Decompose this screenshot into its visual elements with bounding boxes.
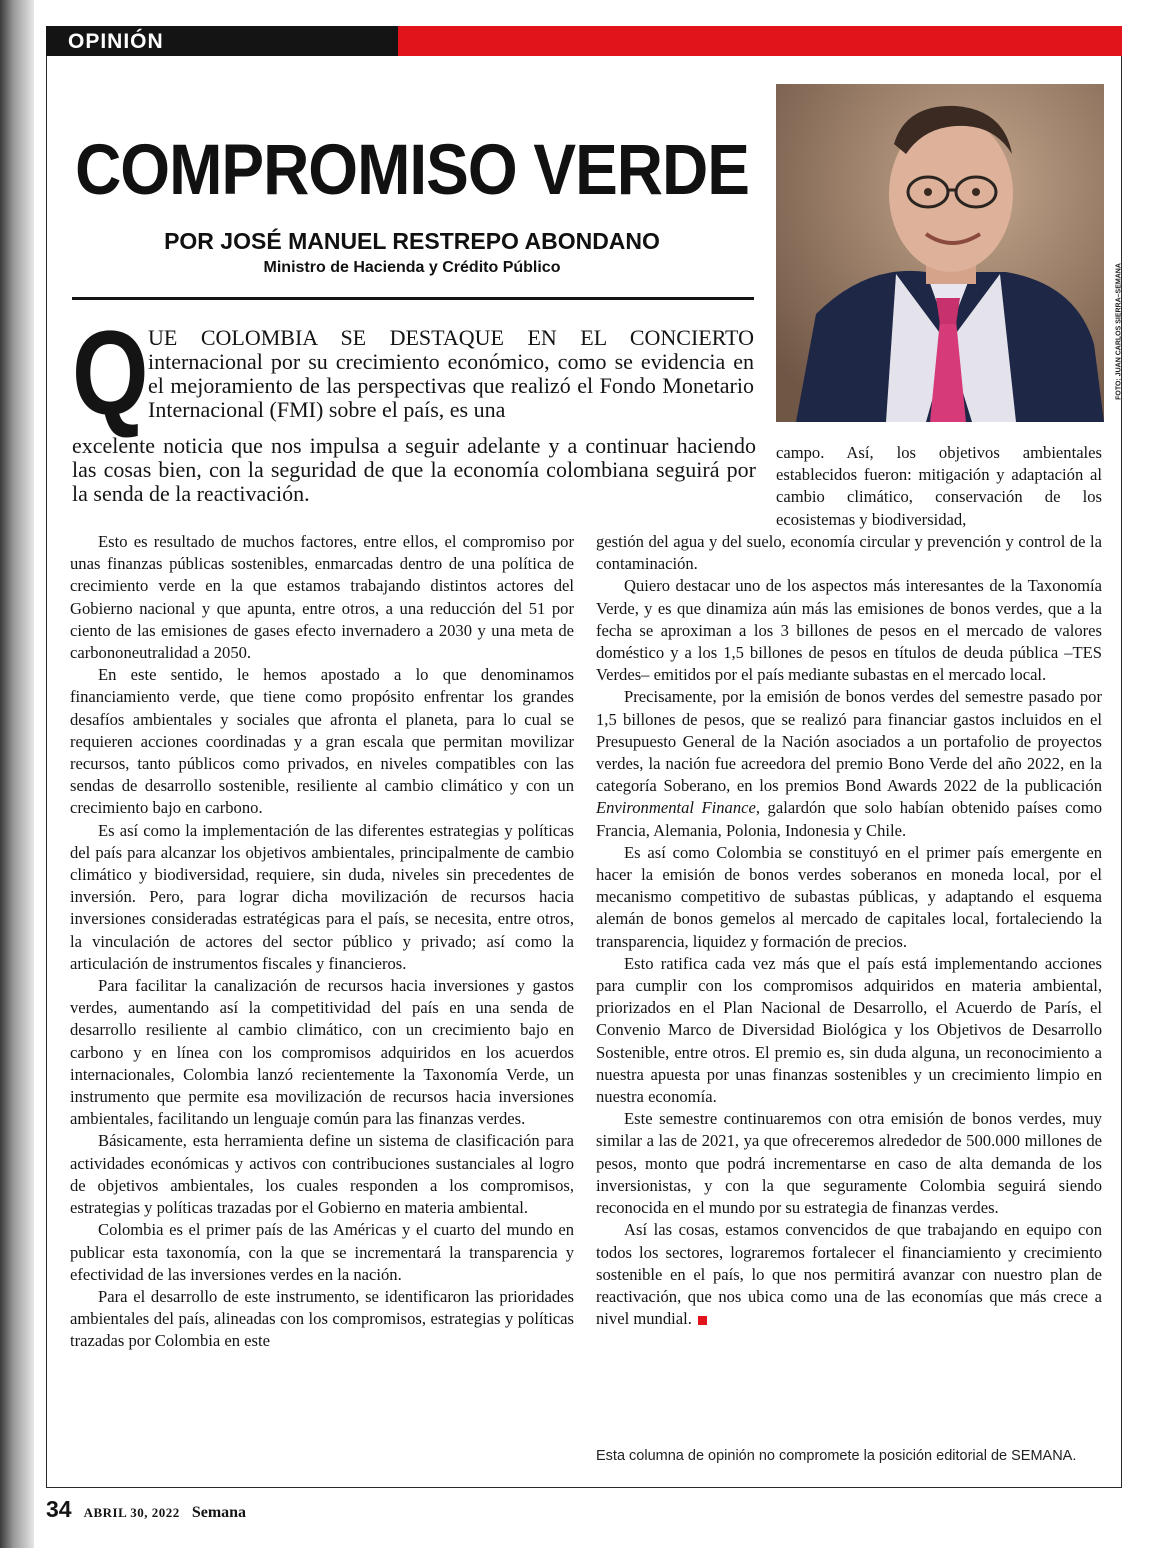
body-paragraph-final [596, 1219, 1102, 1330]
body-paragraph-continued: campo. Así, los objetivos ambientales establecidos fueron: mitigación y adaptación al cambio climático, conservación de los ecosistemas y biodiversidad, [776, 443, 1102, 529]
body-paragraph: Colombia es el primer país de las Américas y el cuarto del mundo en publicar esta taxonomía, con la que se incrementará la transparencia y efectividad de las inversiones verdes en la nación. [70, 1220, 574, 1284]
body-paragraph-award [596, 686, 1102, 841]
body-column-right [596, 531, 1102, 1330]
section-accent-bar [398, 26, 1122, 56]
body-paragraph: Quiero destacar uno de los aspectos más interesantes de la Taxonomía Verde, y es que dinamiza aún más las emisiones de bonos verdes, que a la fecha se aproximan a los 3 billones de pesos en el mercado de valores doméstico y a los 1,5 billones de pesos en títulos de deuda pública –TES Verdes– emitidos por el país mediante subastas en el mercado local. [596, 576, 1102, 685]
award-text-after: , galardón que solo habían obtenido países como Francia, Alemania, Polonia, Indonesia y Chile. [596, 798, 1102, 840]
editorial-disclaimer: Esta columna de opinión no compromete la posición editorial de SEMANA. [596, 1448, 1077, 1464]
title-divider [72, 297, 754, 300]
author-role: Ministro de Hacienda y Crédito Público [263, 259, 561, 276]
body-paragraph: Es así como la implementación de las diferentes estrategias y políticas del país para alcanzar los objetivos ambientales, principalmente de cambio climático y biodiversidad, requiere, sin duda, niveles sin precedentes de inversión. Pero, para lograr dicha movilización de recursos hacia inversiones consideradas estratégicas para el país, se necesita, entre otros, la vinculación de actores del sector público y privado; así como la articulación de instrumentos fiscales y financieros. [70, 820, 574, 973]
photo-credit [1110, 250, 1124, 420]
body-paragraph: Para facilitar la canalización de recursos hacia inversiones y gastos verdes, aumentando así la competitividad del país en una senda de desarrollo resiliente al cambio climático, con un crecimiento bajo en carbono y en línea con los compromisos adquiridos en los acuerdos internacionales, Colombia lanzó recientemente la Taxonomía Verde, un instrumento que permite esa movilización de recursos hacia inversiones ambientales, facilitando un lenguaje común para las finanzas verdes. [70, 976, 574, 1129]
page-spine-shadow [0, 0, 34, 1548]
issue-date: ABRIL 30, 2022 [83, 1505, 180, 1520]
lead-paragraph-top [148, 326, 754, 422]
lead-paragraph-bottom [72, 434, 756, 506]
body-paragraph: Para el desarrollo de este instrumento, se identificaron las prioridades ambientales del país, alineadas con los compromisos, estrategias y políticas trazadas por Colombia en este [70, 1286, 574, 1351]
drop-cap: Q [72, 306, 149, 440]
author-photo [776, 84, 1104, 422]
award-text-before: Precisamente, por la emisión de bonos verdes del semestre pasado por 1,5 billones de pesos, que se realizó para financiar gastos incluidos en el Presupuesto General de la Nación asociados a un portafolio de proyectos verdes, la nación fue acreedora del premio Bono Verde del año 2022, en la categoría Soberano, en los premios Bond Awards 2022 de la publicación [596, 687, 1102, 796]
body-paragraph: Básicamente, esta herramienta define un sistema de clasificación para actividades económicas y activos con contribuciones sustanciales al logro de objetivos ambientales, los cuales responden a los compromisos, estrategias y políticas trazadas por el Gobierno en materia ambiental. [70, 1131, 574, 1218]
end-mark-icon [698, 1316, 707, 1325]
page-footer [46, 1496, 246, 1523]
body-paragraph: Este semestre continuaremos con otra emisión de bonos verdes, muy similar a las de 2021, ya que ofreceremos alrededor de 500.000 millones de pesos, monto que podrá incrementarse en caso de alta demanda de los inversionistas, y con la que seguramente Colombia seguirá siendo reconocida en el mundo por su estrategia de finanzas verdes. [596, 1109, 1102, 1218]
final-paragraph-text: Así las cosas, estamos convencidos de que trabajando en equipo con todos los sectores, lograremos fortalecer el financiamiento y crecimiento sostenible en el país, lo que nos permitirá avanzar con nuestro plan de reactivación, que nos ubica como una de las economías que más crece a nivel mundial. [596, 1220, 1102, 1329]
section-header-bar [46, 26, 1122, 56]
section-label: OPINIÓN [46, 26, 398, 56]
magazine-name: Semana [191, 1504, 247, 1521]
body-paragraph: Esto es resultado de muchos factores, entre ellos, el compromiso por unas finanzas públicas sostenibles, enmarcadas dentro de una política de crecimiento verde en la que estamos trabajando distintos actores del Gobierno nacional y que apunta, entre otros, a una reducción del 51 por ciento de las emisiones de gases efecto invernadero a 2030 y una meta de carbononeutralidad a 2050. [70, 532, 574, 663]
publication-name: Environmental Finance [596, 798, 756, 818]
body-paragraph: Esto ratifica cada vez más que el país está implementando acciones para cumplir con los compromisos adquiridos en materia ambiental, priorizados en el Plan Nacional de Desarrollo, el Acuerdo de París, el Convenio Marco de Diversidad Biológica y los Objetivos de Desarrollo Sostenible, entre otros. El premio es, sin duda alguna, un reconocimiento a nuestra apuesta por unas finanzas sostenibles y un crecimiento limpio en nuestra economía. [596, 953, 1102, 1107]
body-column-right-top [776, 442, 1102, 531]
photo-credit-text: FOTO: JUAN CARLOS SIERRA–SEMANA [1115, 263, 1123, 400]
article-byline: POR JOSÉ MANUEL RESTREPO ABONDANO [164, 228, 660, 254]
lead-text-bottom: excelente noticia que nos impulsa a seguir adelante y a continuar haciendo las cosas bien, con la seguridad de que la economía colombiana seguirá por la senda de la reactivación. [72, 433, 756, 506]
article-title: COMPROMISO VERDE [75, 129, 749, 210]
body-paragraph: Es así como Colombia se constituyó en el primer país emergente en hacer la emisión de bonos verdes soberanos en moneda local, por el mecanismo competitivo de subastas públicas, y adaptando el esquema alemán de bonos gemelos al mercado de capitales local, fortaleciendo la transparencia, liquidez y formación de precios. [596, 842, 1102, 951]
page-number: 34 [46, 1496, 72, 1522]
body-column-left [70, 531, 574, 1353]
body-paragraph: En este sentido, le hemos apostado a lo que denominamos financiamiento verde, que tiene como propósito enfrentar los grandes desafíos ambientales y sociales que afronta el planeta, para lo cual se requieren acciones coordinadas y a gran escala que permitan movilizar recursos, tanto públicos como privados, en niveles compatibles con las sendas de desarrollo sostenible, resiliente al cambio climático y con un crecimiento bajo en carbono. [70, 665, 574, 818]
author-portrait-illustration [776, 84, 1104, 422]
lead-text-top: UE COLOMBIA SE DESTAQUE EN EL CONCIERTO internacional por su crecimiento económico, como se evidencia en el mejoramiento de las perspectivas que realizó el Fondo Monetario Internacional (FMI) sobre el país, es una [148, 325, 754, 422]
body-paragraph-continued: gestión del agua y del suelo, economía circular y prevención y control de la contaminación. [596, 532, 1102, 574]
